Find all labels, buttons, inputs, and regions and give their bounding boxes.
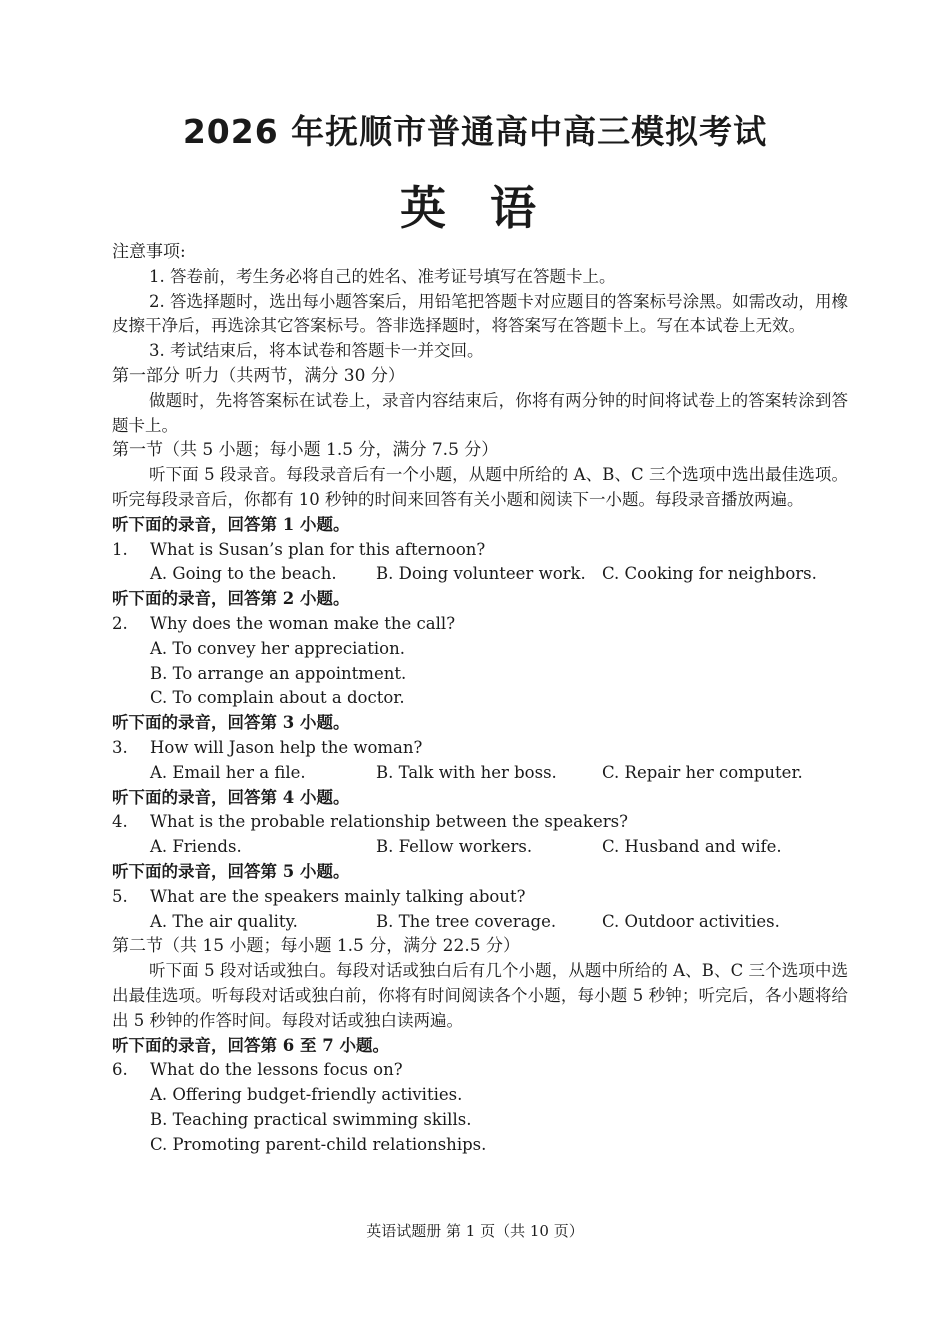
option-c: C. To complain about a doctor. xyxy=(150,688,405,708)
notice-heading: 注意事项: xyxy=(112,242,186,262)
section1-intro: 听下面 5 段录音。每段录音后有一个小题，从题中所给的 A、B、C 三个选项中选出最佳选项。听完每段录音后，你都有 10 秒钟的时间来回答有关小题和阅读下一小题。每段录音播放两遍。 xyxy=(112,465,848,509)
option-c: C. Repair her computer. xyxy=(602,762,803,782)
question-text: Why does the woman make the call? xyxy=(150,613,456,633)
option-a: A. The air quality. xyxy=(150,911,298,931)
question-text: How will Jason help the woman? xyxy=(150,737,423,757)
option-a: A. Going to the beach. xyxy=(150,564,337,584)
option-b: B. Talk with her boss. xyxy=(376,762,557,782)
question-number: 6. xyxy=(112,1060,128,1080)
listening-prompt: 听下面的录音，回答第 2 小题。 xyxy=(112,589,350,609)
notice-item: 2. 答选择题时，选出每小题答案后，用铅笔把答题卡对应题目的答案标号涂黑。如需改动，用橡皮擦干净后，再选涂其它答案标号。答非选择题时，将答案写在答题卡上。写在本试卷上无效。 xyxy=(112,291,848,336)
listening-prompt: 听下面的录音，回答第 3 小题。 xyxy=(112,713,350,733)
question-number: 2. xyxy=(112,613,128,633)
notice-item: 1. 答卷前，考生务必将自己的姓名、准考证号填写在答题卡上。 xyxy=(149,266,616,286)
option-a: A. Friends. xyxy=(150,837,242,857)
option-c: C. Outdoor activities. xyxy=(602,911,780,931)
section2-heading: 第二节（共 15 小题；每小题 1.5 分，满分 22.5 分） xyxy=(112,936,520,957)
option-b: B. To arrange an appointment. xyxy=(150,663,407,683)
question-text: What is Susan’s plan for this afternoon? xyxy=(150,539,486,559)
part1-intro: 做题时，先将答案标在试卷上，录音内容结束后，你将有两分钟的时间将试卷上的答案转涂到答题卡上。 xyxy=(112,390,848,435)
question-text: What do the lessons focus on? xyxy=(150,1060,403,1080)
question-5-options xyxy=(112,910,848,935)
question-3 xyxy=(112,736,848,761)
question-1-options xyxy=(112,562,848,587)
option-a: A. To convey her appreciation. xyxy=(150,638,405,658)
option-b: B. Fellow workers. xyxy=(376,837,533,857)
question-4-options xyxy=(112,835,848,860)
listening-prompt: 听下面的录音，回答第 4 小题。 xyxy=(112,787,350,807)
question-text: What is the probable relationship between the speakers? xyxy=(150,812,628,832)
question-2 xyxy=(112,612,848,637)
option-b: B. Doing volunteer work. xyxy=(376,564,586,584)
exam-content xyxy=(112,240,848,1157)
question-3-options xyxy=(112,761,848,786)
option-b: B. Teaching practical swimming skills. xyxy=(150,1109,472,1129)
listening-prompt: 听下面的录音，回答第 6 至 7 小题。 xyxy=(112,1035,389,1055)
question-1 xyxy=(112,538,848,563)
section1-heading: 第一节（共 5 小题；每小题 1.5 分，满分 7.5 分） xyxy=(112,440,499,461)
option-c: C. Promoting parent-child relationships. xyxy=(150,1134,487,1154)
option-a: A. Offering budget-friendly activities. xyxy=(150,1085,463,1105)
notice-item: 3. 考试结束后，将本试卷和答题卡一并交回。 xyxy=(149,341,484,361)
listening-prompt: 听下面的录音，回答第 1 小题。 xyxy=(112,514,350,534)
question-5 xyxy=(112,885,848,910)
option-c: C. Husband and wife. xyxy=(602,837,782,857)
question-6 xyxy=(112,1058,848,1083)
listening-prompt: 听下面的录音，回答第 5 小题。 xyxy=(112,861,350,881)
question-number: 3. xyxy=(112,737,128,757)
question-number: 1. xyxy=(112,539,128,559)
question-4 xyxy=(112,810,848,835)
option-b: B. The tree coverage. xyxy=(376,911,557,931)
subject-title: 英语 xyxy=(400,181,580,235)
question-number: 5. xyxy=(112,886,128,906)
question-number: 4. xyxy=(112,812,128,832)
exam-title: 2026 年抚顺市普通高中高三模拟考试 xyxy=(182,112,768,151)
page-footer: 英语试题册 第 1 页（共 10 页） xyxy=(366,1222,584,1240)
part1-heading: 第一部分 听力（共两节，满分 30 分） xyxy=(112,365,405,386)
question-text: What are the speakers mainly talking about? xyxy=(150,886,526,906)
section2-intro: 听下面 5 段对话或独白。每段对话或独白后有几个小题，从题中所给的 A、B、C 三个选项中选出最佳选项。听每段对话或独白前，你将有时间阅读各个小题，每小题 5 秒钟；听完后，各小题将给出 5 秒钟的作答时间。每段对话或独白读两遍。 xyxy=(112,961,848,1030)
option-a: A. Email her a file. xyxy=(150,762,306,782)
option-c: C. Cooking for neighbors. xyxy=(602,564,817,584)
